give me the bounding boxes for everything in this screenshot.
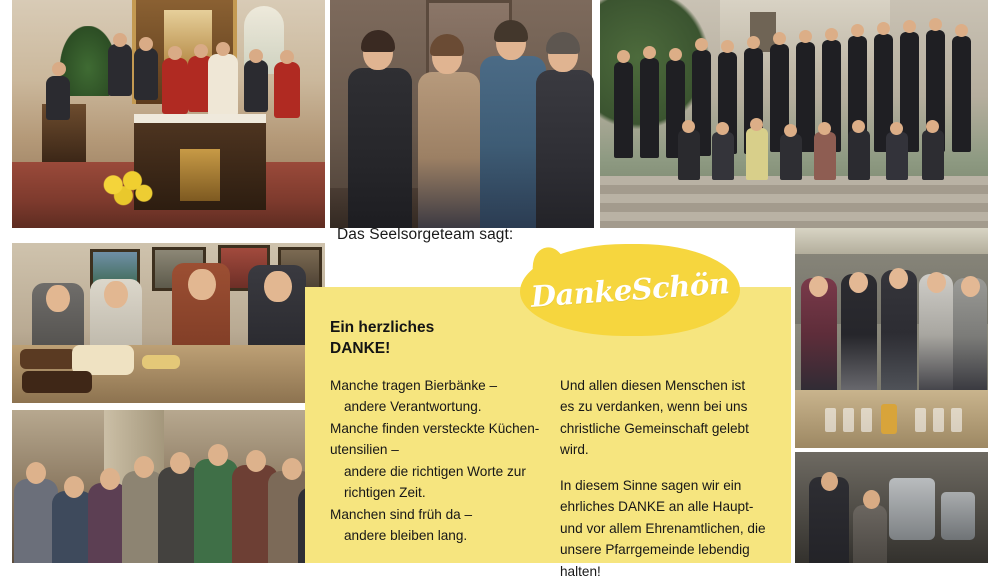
person-head [721,40,734,53]
person-head [280,50,294,64]
person-head [249,49,263,63]
person-head [926,120,939,133]
thanks-heading-line2: DANKE! [330,339,391,357]
youth-figure-seated [922,130,944,180]
kitchen-photo [795,452,988,563]
pastoral-team-photo [330,0,592,228]
person-head [961,276,980,297]
thanks-right-line: In diesem Sinne sagen wir ein [560,477,742,493]
helper-figure [853,505,887,563]
person-head [170,452,190,474]
youth-figure-seated [886,132,908,180]
thanks-left-line: utensilien – [330,442,399,458]
team-member-4-body [536,70,594,228]
person-head [139,37,153,51]
person-head [863,490,880,509]
cake [142,355,180,369]
person-head [929,18,942,31]
altar-server-red-robe [274,62,300,118]
cooking-kettle [941,492,975,540]
person-head [617,50,630,63]
person-head [264,271,292,302]
thanks-right-paragraph [560,475,778,582]
congregation-figure [244,60,268,112]
flower-arrangement [94,168,158,210]
person-head [46,285,70,312]
thanks-heading-line1: Ein herzliches [330,319,435,336]
person-head [134,456,154,478]
person-head [100,468,120,490]
person-head [852,120,865,133]
thanks-left-line: andere die richtigen Worte zur [344,463,526,479]
youth-figure-seated [848,130,870,180]
thanks-left-line: andere bleiben lang. [344,528,468,544]
person-head [889,268,908,289]
thanks-left-line: Manche tragen Bierbänke – [330,378,498,393]
person-head [747,36,760,49]
team-member-2-body [418,72,480,228]
person-head [903,20,916,33]
glass [843,408,854,432]
person-head [784,124,797,137]
person-head [208,444,228,466]
person-head [64,476,84,498]
person-head [773,32,786,45]
glass [933,408,944,432]
person-head [26,462,46,484]
person-head [104,281,128,308]
person-head [282,458,302,480]
stone-steps [600,176,988,228]
glass [915,408,926,432]
thanks-right-line: unsere Pfarrgemeinde lebendig [560,542,750,558]
thanks-right-line: es zu verdanken, wenn bei uns [560,399,748,415]
teens-outdoor-photo [795,228,988,448]
cake [22,371,92,393]
person-head [809,276,828,297]
cake [20,349,76,369]
person-head [750,118,763,131]
congregation-figure [108,44,132,96]
youth-figure [640,58,659,158]
thanks-left-line: Manchen sind früh da – [330,506,473,522]
thanks-left-line: andere Verantwortung. [344,399,482,415]
thanks-right-line: christliche Gemeinschaft gelebt [560,420,749,436]
awning [795,228,988,254]
person-head [113,33,127,47]
youth-figure-seated [780,134,802,180]
person-head [818,122,831,135]
youth-figure-seated [712,132,734,180]
person-head [682,120,695,133]
buffet-photo [12,243,325,403]
youth-figure-seated [746,128,768,180]
glass [951,408,962,432]
dankeschoen-speech-bubble [520,244,740,352]
bottle [881,404,897,434]
youth-figure-seated [678,130,700,180]
person-head [168,46,182,60]
church-service-photo [12,0,325,228]
thanks-right-line: und vor allem Ehrenamtlichen, die [560,520,766,536]
thanks-text-left-column [330,375,558,547]
youth-figure [952,36,971,152]
thanks-right-line: ehrliches DANKE an alle Haupt- [560,499,754,515]
person-head [695,38,708,51]
person-head [188,269,216,300]
youth-figure [614,62,633,158]
thanks-right-line: Und allen diesen Menschen ist [560,378,746,393]
crowd-photo [12,410,325,563]
team-member-1-body [348,68,412,228]
altar-server-red-robe [162,58,188,114]
glass [825,408,836,432]
thanks-left-line: richtigen Zeit. [344,485,426,501]
person-head [216,42,230,56]
person-head [669,48,682,61]
glass [861,408,872,432]
person-head [716,122,729,135]
person-head [955,24,968,37]
youth-group-photo [600,0,988,228]
youth-figure-seated [814,132,836,180]
thanks-right-line: halten! [560,563,601,579]
person-head [877,22,890,35]
person-head [927,272,946,293]
priest-figure [208,54,238,116]
person-head [246,450,266,472]
congregation-figure [134,48,158,100]
thanks-heading [330,318,520,360]
person-head [799,30,812,43]
person-head [825,28,838,41]
intro-line: Das Seelsorgeteam sagt: [337,226,514,243]
thanks-right-line: wird. [560,442,589,458]
person-head [851,24,864,37]
person-head [52,62,66,76]
person-head [849,272,868,293]
person-head [643,46,656,59]
thanks-left-paragraph [330,375,558,547]
dankeschoen-text: DankeSchön [529,266,731,314]
thanks-left-line: Manche finden versteckte Küchen- [330,420,540,436]
cooking-kettle [889,478,935,540]
thanks-right-paragraph [560,375,778,461]
person-head [890,122,903,135]
person-head [821,472,838,491]
thanks-text-right-column [560,375,778,582]
person-head [194,44,208,58]
musician-figure [46,76,70,120]
